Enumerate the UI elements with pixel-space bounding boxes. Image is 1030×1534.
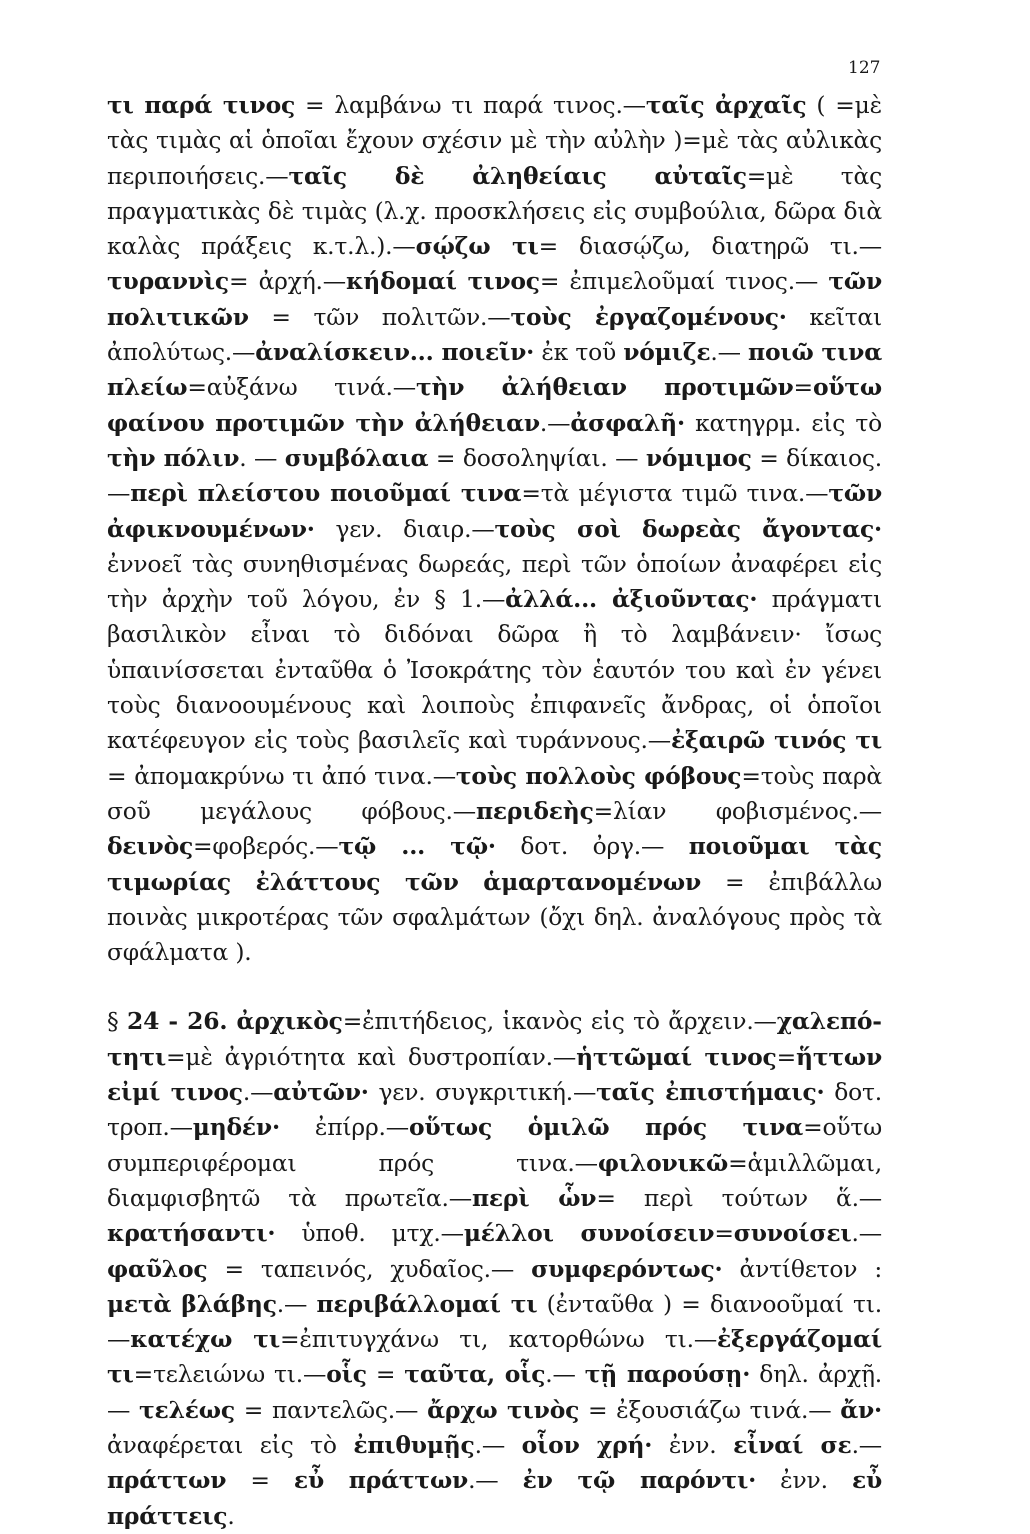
lemma-text: οἷς xyxy=(326,1360,367,1389)
lemma-text: τοὺς πολλοὺς φόβους xyxy=(455,761,742,790)
gloss-text: = λαμβάνω τι παρά τινος.— xyxy=(295,91,646,119)
gloss-text: =αὐξάνω τινά.— xyxy=(187,373,416,402)
gloss-text: =φοβερός.— xyxy=(193,832,339,861)
lemma-text: χαλεπότητι xyxy=(107,1007,882,1071)
gloss-text: γεν. διαιρ.— xyxy=(314,514,495,543)
lemma-text: πράττων xyxy=(107,1466,227,1495)
lemma-text: ταῖς ἀρχαῖς xyxy=(645,91,807,119)
gloss-text: =μὲ ἀγριότητα καὶ δυστροπίαν.— xyxy=(166,1042,577,1071)
gloss-text: γεν. συγκριτική.— xyxy=(368,1078,597,1107)
lemma-text: ἐξεργάζομαί τι xyxy=(107,1325,882,1389)
gloss-text: ( =μὲ τὰς τιμὰς αἱ ὁποῖαι ἔχουν σχέσιν μὲ τὴν αὐλὴν )=μὲ τὰς αὐλικὰς περιποιήσεις.— xyxy=(107,91,882,190)
gloss-text: =μὲ τὰς πραγματικὰς δὲ τιμὰς (λ.χ. προσκλήσεις εἰς συμβούλια, δῶρα διὰ καλὰς πράξεις κ.τ.λ.).— xyxy=(107,161,882,261)
lemma-text: εὖ πράττων xyxy=(293,1466,469,1495)
lemma-text: τοὺς ἐργαζομένους· xyxy=(510,302,787,331)
gloss-text: = ἀπομακρύνω τι ἀπό τινα.— xyxy=(107,761,456,790)
gloss-text: κατηγρμ. εἰς τὸ xyxy=(684,408,882,437)
lemma-text: φαῦλος xyxy=(107,1254,208,1283)
lemma-text: περιβάλλομαί τι xyxy=(316,1289,538,1318)
lemma-text: ταῖς ἐπιστήμαις· xyxy=(596,1078,825,1107)
lemma-text: συνοίσει xyxy=(733,1219,852,1248)
lemma-text: ἀσφαλῆ· xyxy=(570,408,685,437)
gloss-text: κεῖται ἀπολύτως.— xyxy=(107,302,882,367)
gloss-text: ἐννοεῖ τὰς συνηθισμένας δωρεάς, περὶ τῶν ὁποίων ἀναφέρει εἰς τὴν ἀρχὴν τοῦ λόγου, ἐν § 1.— xyxy=(107,549,882,614)
page-number: 127 xyxy=(848,58,881,78)
gloss-text: δοτ. τροπ.— xyxy=(107,1078,882,1142)
lemma-text: μέλλοι συνοίσειν xyxy=(463,1219,715,1248)
lemma-text: τι παρά τινος xyxy=(107,91,296,119)
lemma-text: ποιῶ τινα πλείω xyxy=(107,338,882,402)
gloss-text: = ἐπιβάλλω ποινὰς μικροτέρας τῶν σφαλμάτων (ὄχι δηλ. ἀναλόγους πρὸς τὰ σφάλματα ). xyxy=(107,867,882,967)
gloss-text: § xyxy=(107,1007,128,1036)
lemma-text: ταῦτα, οἷς xyxy=(404,1360,546,1389)
lemma-text: ἡττῶμαί τινος xyxy=(576,1042,777,1071)
gloss-text: =ἐπιτυγχάνω τι, κατορθώνω τι.— xyxy=(279,1325,718,1354)
lemma-text: περιδεὴς xyxy=(475,796,594,825)
gloss-text: .— xyxy=(539,408,571,437)
gloss-text: ἐκ τοῦ xyxy=(534,338,624,367)
lemma-text: ἐπιθυμῇς xyxy=(353,1430,475,1459)
lemma-text: νόμιζε xyxy=(623,338,711,367)
lemma-text: εὖ πράττεις xyxy=(107,1466,882,1530)
lemma-text: ἥττων εἰμί τινος xyxy=(107,1042,882,1107)
gloss-text: (ἐνταῦθα ) = διανοοῦμαί τι.— xyxy=(107,1289,882,1354)
lemma-text: κατέχω τι xyxy=(130,1325,280,1354)
lemma-text: ἄν· xyxy=(840,1395,882,1424)
gloss-text: = xyxy=(793,373,813,402)
lemma-text: δεινὸς xyxy=(107,832,194,861)
gloss-text: .— xyxy=(851,1430,882,1459)
gloss-text: =τὰ μέγιστα τιμῶ τινα.— xyxy=(521,479,829,508)
gloss-text: = xyxy=(226,1466,294,1495)
paragraph-notes-1 xyxy=(107,88,882,970)
gloss-text: = xyxy=(366,1360,405,1389)
lemma-text: τυραννὶς xyxy=(107,267,229,296)
lemma-text: κήδομαί τινος xyxy=(345,267,540,296)
gloss-text: πράγματι βασιλικὸν εἶναι τὸ διδόναι δῶρα ἢ τὸ λαμβάνειν· ἴσως ὑπαινίσσεται ἐνταῦθα ὁ Ἰσοκράτης τὸν ἑαυτόν του καὶ ἐν γένει τοὺς διανοουμένους καὶ λοιποὺς ἐπιφανεῖς ἄνδρας, οἱ ὁποῖοι κατέφευγον εἰς τοὺς βασιλεῖς καὶ τυράννους.— xyxy=(107,585,882,755)
gloss-text: = ἐπιμελοῦμαί τινος.— xyxy=(539,267,829,296)
gloss-text: ὑποθ. μτχ.— xyxy=(275,1219,464,1248)
gloss-text: =τελειώνω τι.— xyxy=(133,1360,327,1389)
gloss-text: .— xyxy=(710,338,749,367)
gloss-text: .— xyxy=(474,1430,522,1459)
lemma-text: τῶν πολιτικῶν xyxy=(107,267,882,331)
gloss-text: δοτ. ὀργ.— xyxy=(495,832,689,861)
gloss-text: δηλ. ἀρχῇ.— xyxy=(107,1360,883,1424)
lemma-text: ταῖς δὲ ἀληθείαις αὐταῖς xyxy=(288,161,747,190)
lemma-text: 24 - 26. ἀρχικὸς xyxy=(127,1007,343,1036)
gloss-text: = xyxy=(714,1219,734,1248)
gloss-text: = παντελῶς.— xyxy=(234,1395,428,1424)
gloss-text: = περὶ τούτων ἅ.— xyxy=(596,1183,882,1212)
gloss-text: = ἀρχή.— xyxy=(228,267,346,296)
lemma-text: τῶν ἀφικνουμένων· xyxy=(107,479,882,543)
lemma-text: περὶ πλείστου ποιοῦμαί τινα xyxy=(130,479,522,508)
gloss-text: .— xyxy=(276,1289,317,1318)
lemma-text: τῷ ... τῷ· xyxy=(338,832,496,861)
lemma-text: συμφερόντως· xyxy=(531,1254,723,1283)
commentary-text xyxy=(107,88,882,1534)
gloss-text: = ἐξουσιάζω τινά.— xyxy=(579,1395,841,1424)
lemma-text: σῴζω τι xyxy=(415,232,539,261)
lemma-text: ἄρχω τινὸς xyxy=(427,1395,580,1424)
lemma-text: εἶναί σε xyxy=(733,1430,852,1459)
gloss-text: = δίκαιος. — xyxy=(107,443,882,508)
lemma-text: ἀλλά... ἀξιοῦντας· xyxy=(505,585,758,614)
lemma-text: φιλονικῶ xyxy=(597,1148,729,1177)
gloss-text: . xyxy=(227,1501,235,1530)
lemma-text: τὴν πόλιν xyxy=(107,443,240,472)
lemma-text: τοὺς σοὶ δωρεὰς ἄγοντας· xyxy=(494,514,882,543)
gloss-text: = xyxy=(776,1042,797,1071)
lemma-text: τὴν ἀλήθειαν προτιμῶν xyxy=(415,373,794,402)
gloss-text: .— xyxy=(545,1360,585,1389)
lemma-text: ποιοῦμαι τὰς τιμωρίας ἐλάττους τῶν ἁμαρτανομένων xyxy=(107,832,882,896)
lemma-text: μηδέν· xyxy=(192,1113,280,1142)
gloss-text: ἐπίρρ.— xyxy=(279,1113,409,1142)
gloss-text: = τῶν πολιτῶν.— xyxy=(248,302,511,331)
lemma-text: τῇ παρούσῃ· xyxy=(584,1360,751,1389)
lemma-text: μετὰ βλάβης xyxy=(107,1289,277,1318)
lemma-text: ἐν τῷ παρόντι· xyxy=(522,1466,757,1495)
paragraph-notes-24-26 xyxy=(107,1004,882,1533)
lemma-text: οὕτω φαίνου προτιμῶν τὴν ἀλήθειαν xyxy=(107,373,882,437)
lemma-text: περὶ ὧν xyxy=(471,1183,597,1212)
lemma-text: τελέως xyxy=(139,1395,235,1424)
gloss-text: ἐνν. xyxy=(652,1430,734,1459)
gloss-text: ἀναφέρεται εἰς τὸ xyxy=(107,1430,354,1459)
lemma-text: αὐτῶν· xyxy=(273,1078,369,1107)
lemma-text: ἀναλίσκειν... ποιεῖν· xyxy=(255,338,535,367)
gloss-text: = ταπεινός, χυδαῖος.— xyxy=(207,1254,532,1283)
gloss-text: = δοσοληψίαι. — xyxy=(428,443,646,472)
gloss-text: =τοὺς παρὰ σοῦ μεγάλους φόβους.— xyxy=(107,761,882,825)
gloss-text: =οὕτω συμπεριφέρομαι πρός τινα.— xyxy=(107,1113,882,1177)
lemma-text: νόμιμος xyxy=(645,443,752,472)
lemma-text: κρατήσαντι· xyxy=(107,1219,276,1248)
lemma-text: ἐξαιρῶ τινός τι xyxy=(670,726,882,755)
gloss-text: .— xyxy=(242,1078,274,1107)
gloss-text: .— xyxy=(468,1466,523,1495)
gloss-text: ἐνν. xyxy=(756,1466,852,1495)
gloss-text: .— xyxy=(851,1219,882,1248)
lemma-text: συμβόλαια xyxy=(284,443,429,472)
gloss-text: . — xyxy=(239,443,285,472)
gloss-text: =λίαν φοβισμένος.— xyxy=(593,796,882,825)
lemma-text: οἷον χρή· xyxy=(521,1430,653,1459)
gloss-text: =ἐπιτήδειος, ἱκανὸς εἰς τὸ ἄρχειν.— xyxy=(342,1007,777,1036)
lemma-text: οὕτως ὁμιλῶ πρός τινα xyxy=(408,1113,804,1142)
gloss-text: =ἁμιλλῶμαι, διαμφισβητῶ τὰ πρωτεῖα.— xyxy=(107,1148,882,1212)
gloss-text: = διασῴζω, διατηρῶ τι.— xyxy=(538,232,882,261)
gloss-text: ἀντίθετον : xyxy=(722,1254,882,1283)
